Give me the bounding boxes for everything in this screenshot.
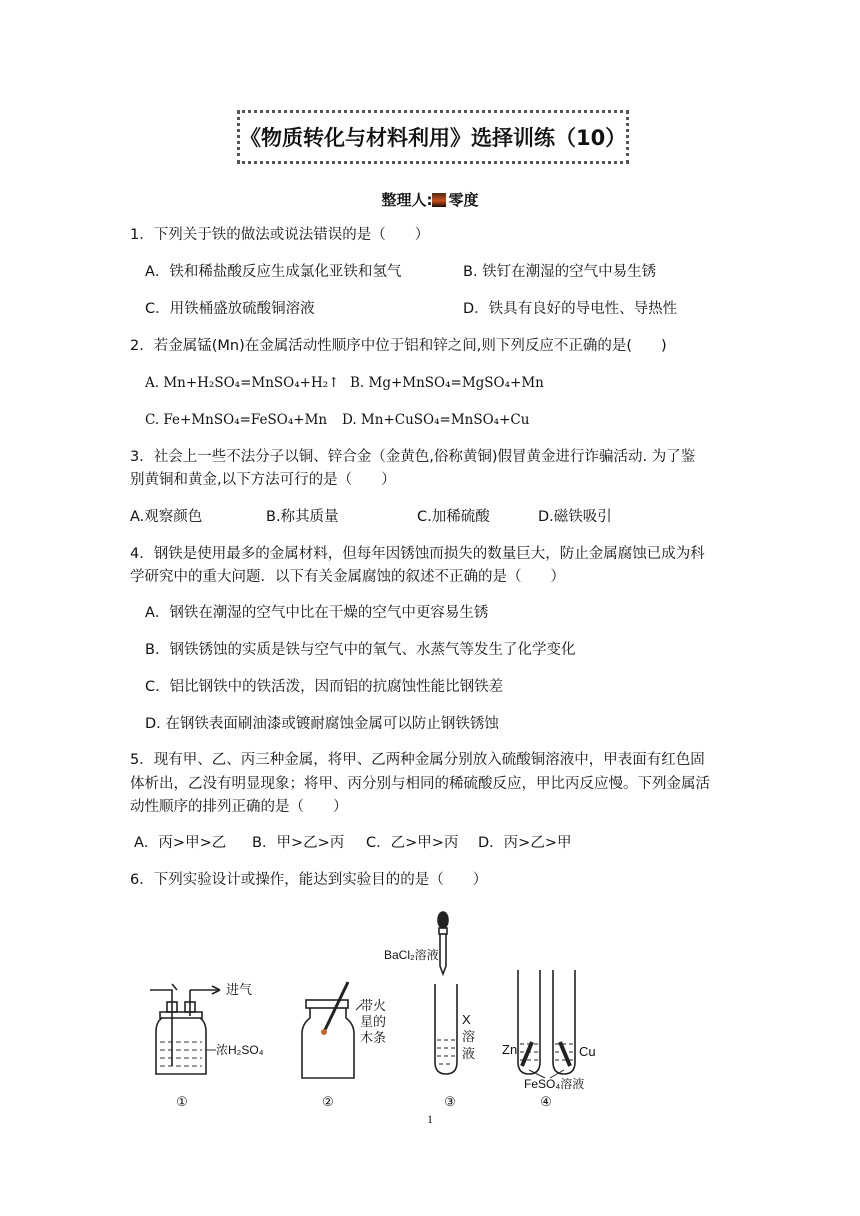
gas-washing-bottle bbox=[150, 984, 220, 1074]
apparatus-number-4: ④ bbox=[540, 1094, 552, 1109]
apparatus-number-1: ① bbox=[176, 1094, 188, 1109]
question-3-option-c: C.加稀硫酸 bbox=[417, 509, 490, 525]
question-4-option-b: B．钢铁锈蚀的实质是铁与空气中的氧气、水蒸气等发生了化学变化 bbox=[145, 642, 576, 658]
question-2-option-b: B. Mg+MnSO₄=MgSO₄+Mn bbox=[350, 375, 544, 391]
question-5-option-c: C．乙>甲>丙 bbox=[366, 835, 459, 851]
apparatus-number-2: ② bbox=[322, 1094, 334, 1109]
question-1-stem: 1．下列关于铁的做法或说法错误的是（ ） bbox=[130, 227, 430, 243]
zn-label: Zn bbox=[502, 1042, 518, 1057]
bottle-with-splint bbox=[302, 982, 362, 1078]
question-3-option-d: D.磁铁吸引 bbox=[538, 509, 612, 525]
question-4-option-d: D. 在钢铁表面刷油漆或镀耐腐蚀金属可以防止钢铁锈蚀 bbox=[145, 716, 499, 732]
experiment-diagram bbox=[130, 900, 630, 1110]
question-5-option-d: D．丙>乙>甲 bbox=[478, 835, 572, 851]
author-label: 整理人: bbox=[381, 191, 433, 209]
question-1-option-b: B. 铁钉在潮湿的空气中易生锈 bbox=[463, 264, 657, 280]
test-tube-cu bbox=[553, 970, 575, 1074]
x-solution-label-2: 溶 bbox=[462, 1029, 476, 1044]
question-3-option-a: A.观察颜色 bbox=[130, 509, 203, 525]
test-tube-x bbox=[435, 984, 457, 1074]
question-2-stem: 2．若金属锰(Mn)在金属活动性顺序中位于铝和锌之间,则下列反应不正确的是( ) bbox=[130, 338, 667, 354]
question-5-stem-line-2: 体析出，乙没有明显现象；将甲、丙分别与相同的稀硫酸反应，甲比丙反应慢。下列金属活 bbox=[130, 776, 710, 792]
author-name: 零度 bbox=[448, 191, 479, 209]
splint-label-2: 星的 bbox=[360, 1014, 387, 1029]
question-2-option-a: A. Mn+H₂SO₄=MnSO₄+H₂↑ bbox=[145, 375, 340, 391]
x-solution-label-1: X bbox=[462, 1012, 471, 1027]
page-title: 《物质转化与材料利用》选择训练（10） bbox=[237, 110, 629, 164]
question-5-option-b: B．甲>乙>丙 bbox=[252, 835, 345, 851]
question-4-stem-line-2: 学研究中的重大问题．以下有关金属腐蚀的叙述不正确的是（ ） bbox=[130, 569, 565, 585]
question-1-option-c: C．用铁桶盛放硫酸铜溶液 bbox=[145, 301, 315, 317]
splint-label-1: 带火 bbox=[360, 998, 387, 1013]
question-2-option-c: C. Fe+MnSO₄=FeSO₄+Mn bbox=[145, 412, 328, 428]
apparatus-number-3: ③ bbox=[444, 1094, 456, 1109]
bacl2-label: BaCl₂溶液 bbox=[384, 948, 439, 962]
question-4-stem-line-1: 4．钢铁是使用最多的金属材料，但每年因锈蚀而损失的数量巨大，防止金属腐蚀已成为科 bbox=[130, 546, 705, 562]
inlet-label: 进气 bbox=[226, 982, 253, 997]
question-2-option-d: D. Mn+CuSO₄=MnSO₄+Cu bbox=[342, 412, 530, 428]
feso4-label: FeSO₄溶液 bbox=[524, 1077, 585, 1091]
dropper bbox=[438, 912, 448, 974]
question-1-option-d: D．铁具有良好的导电性、导热性 bbox=[463, 301, 678, 317]
question-3-option-b: B.称其质量 bbox=[266, 509, 339, 525]
x-solution-lines bbox=[437, 1040, 455, 1064]
page-number: 1 bbox=[427, 1112, 433, 1126]
author-logo-icon bbox=[432, 193, 446, 207]
question-4-option-a: A．钢铁在潮湿的空气中比在干燥的空气中更容易生锈 bbox=[145, 605, 489, 621]
experiment-figure bbox=[130, 900, 630, 1110]
question-1-option-a: A．铁和稀盐酸反应生成氯化亚铁和氢气 bbox=[145, 264, 402, 280]
cu-label: Cu bbox=[579, 1044, 596, 1059]
author-line bbox=[0, 189, 860, 210]
question-6-stem: 6．下列实验设计或操作，能达到实验目的的是（ ） bbox=[130, 872, 488, 888]
question-5-stem-line-1: 5．现有甲、乙、丙三种金属，将甲、乙两种金属分别放入硫酸铜溶液中，甲表面有红色固 bbox=[130, 752, 705, 768]
question-5-stem-line-3: 动性顺序的排列正确的是（ ） bbox=[130, 799, 348, 815]
test-tube-zn bbox=[518, 970, 540, 1074]
acid-level-lines bbox=[160, 1042, 216, 1066]
question-4-option-c: C．铝比钢铁中的铁活泼，因而铝的抗腐蚀性能比钢铁差 bbox=[145, 679, 504, 695]
x-solution-label-3: 液 bbox=[462, 1046, 476, 1061]
splint-ember bbox=[321, 1029, 327, 1035]
acid-label: 浓H₂SO₄ bbox=[216, 1043, 264, 1057]
question-3-stem-line-2: 别黄铜和黄金,以下方法可行的是（ ） bbox=[130, 472, 396, 488]
splint-label-3: 木条 bbox=[360, 1030, 387, 1045]
question-5-option-a: A．丙>甲>乙 bbox=[134, 835, 227, 851]
question-3-stem-line-1: 3．社会上一些不法分子以铜、锌合金（金黄色,俗称黄铜)假冒黄金进行诈骗活动. 为了鉴 bbox=[130, 449, 696, 465]
